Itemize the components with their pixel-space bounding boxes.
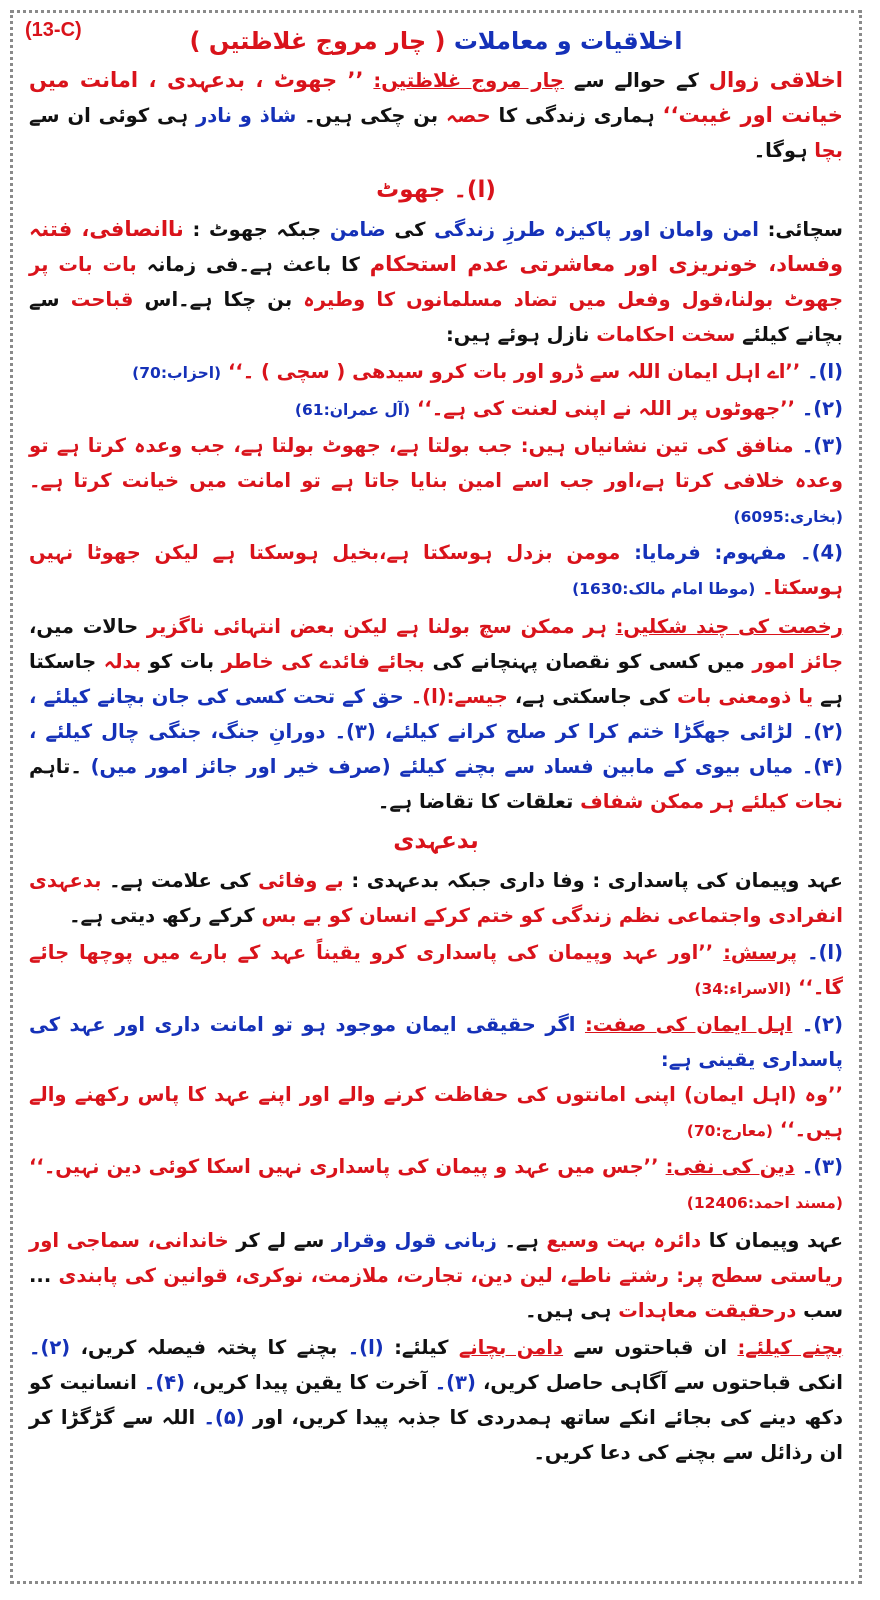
- exceptions-text: جیسے:(ا)۔: [410, 685, 508, 708]
- avoid-text: (۴)۔: [143, 1371, 186, 1394]
- exceptions-text: حق کے تحت کسی کی جان بچانے کیلئے ،: [29, 685, 404, 708]
- lying-item-4: [29, 535, 843, 607]
- intro-text: کے حوالے سے: [573, 69, 699, 92]
- item-number: (۲)۔: [801, 1013, 843, 1036]
- exceptions-text: بات کو: [148, 650, 215, 673]
- avoid-text: کیلئے:: [394, 1336, 449, 1359]
- page-title: [29, 21, 843, 61]
- avoid-text: دامن بچانے: [458, 1336, 564, 1359]
- intro-text: ’’ جھوٹ ، بدعہدی ، امانت میں خیانت اور غیبت‘‘: [29, 68, 843, 127]
- exceptions-text: حالات میں،: [29, 615, 139, 638]
- lying-paragraph: [29, 212, 843, 352]
- avoid-text: اللہ سے گڑگڑا کر ان رذائل سے بچنے کی دعا کریں۔: [29, 1406, 843, 1464]
- scope-text: سے لے کر: [236, 1229, 325, 1252]
- item-head: دین کی نفی:: [665, 1155, 795, 1178]
- breach-text: کرکے رکھ دیتی ہے۔: [69, 904, 255, 927]
- intro-text: ہوگا۔: [753, 139, 808, 162]
- section-heading-lying: (ا)۔ جھوٹ: [376, 177, 496, 203]
- avoid-text: بچنے کا پختہ فیصلہ کریں،: [80, 1336, 338, 1359]
- intro-text: ہماری زندگی کا: [498, 104, 655, 127]
- scope-text: خاندانی، سماجی اور ریاستی سطح پر:: [29, 1229, 843, 1287]
- item-text: ’’اور عہد وپیمان کی پاسداری کرو یقیناً عہد کے بارے میں پوچھا جائے گا۔‘‘: [29, 941, 843, 999]
- item-number: (ا)۔: [807, 941, 843, 964]
- avoid-text: (۲)۔: [29, 1336, 71, 1359]
- exceptions-text: نجات کیلئے ہر ممکن: [650, 790, 843, 813]
- item-number: (۳)۔: [801, 1155, 843, 1178]
- exceptions-text: (۴)۔: [801, 755, 843, 778]
- breach-text: کی علامت ہے۔: [109, 869, 251, 892]
- lying-item-3: [29, 428, 843, 535]
- item-quote: ’’وہ (اہل ایمان) اپنی امانتوں کی حفاظت کرنے والے اور اپنے عہد کا پاس رکھنے والے ہیں۔‘‘: [29, 1083, 843, 1141]
- lying-text: سخت احکامات: [596, 323, 736, 346]
- exceptions-text: بدلہ: [103, 650, 142, 673]
- avoid-text: بچنے کیلئے:: [737, 1336, 844, 1359]
- breach-text: وفا داری: [499, 869, 585, 892]
- exceptions-text: ہر ممکن سچ بولنا ہے لیکن بعض انتہائی ناگزیر: [146, 615, 607, 638]
- item-reference: (معارج:70): [686, 1122, 774, 1140]
- scope-text: درحقیقت معاہدات: [618, 1299, 797, 1322]
- breach-text: بے وفائی: [258, 869, 344, 892]
- lying-text: قباحت: [70, 288, 134, 311]
- item-text: مومن بزدل ہوسکتا ہے،بخیل ہوسکتا ہے لیکن جھوٹا نہیں ہوسکتا۔: [29, 541, 843, 599]
- item-reference: (الاسراء:34): [694, 980, 792, 998]
- lying-text: جبکہ جھوٹ :: [192, 218, 322, 241]
- breach-text: بدعہدی :: [351, 869, 440, 892]
- exceptions-text: یا ذومعنی بات: [677, 685, 814, 708]
- lying-text: ناانصافی، فتنہ وفساد، خونریزی اور معاشرتی عدم استحکام: [29, 217, 844, 276]
- breach-item-3: [29, 1149, 843, 1221]
- item-head: منافق کی تین نشانیاں ہیں:: [520, 434, 794, 457]
- lying-text: بن چکا ہے۔اس: [144, 288, 293, 311]
- item-text: ’’جس میں عہد و پیمان کی پاسداری نہیں اسکا کوئی دین نہیں۔‘‘: [29, 1155, 659, 1178]
- item-number: (4)۔: [800, 541, 844, 564]
- scope-text: ہے۔: [504, 1229, 539, 1252]
- intro-text: شاذ و نادر: [196, 104, 297, 127]
- item-reference: (بخاری:6095): [733, 508, 843, 526]
- item-reference: (مسند احمد:12406): [686, 1194, 843, 1212]
- lying-text: سے بچانے کیلئے: [29, 288, 843, 346]
- exceptions-text: جائز امور: [752, 650, 843, 673]
- exceptions-text: میں کسی کو نقصان پہنچانے کی: [432, 650, 745, 673]
- lying-item-2: [29, 391, 843, 428]
- breach-text: بدعہدی انفرادی واجتماعی نظم زندگی کو ختم کرکے انسان کو بے بس: [29, 869, 843, 927]
- breach-item-2-quote: [29, 1077, 843, 1149]
- intro-text: اخلاقی زوال: [708, 68, 843, 92]
- lying-text: سچائی:: [767, 218, 843, 241]
- exceptions-text: جاسکتا ہے: [29, 650, 843, 708]
- scope-text: ہی ہیں۔: [525, 1299, 612, 1322]
- avoid-text: (۵)۔: [203, 1406, 245, 1429]
- item-text: ’’جھوٹوں پر اللہ نے اپنی لعنت کی ہے۔‘‘: [416, 397, 796, 420]
- exceptions-text: بجائے فائدے کی خاطر: [221, 650, 425, 673]
- exceptions-text: کی جاسکتی ہے،: [514, 685, 670, 708]
- avoid-paragraph: [29, 1330, 843, 1470]
- breach-item-2: [29, 1007, 843, 1077]
- intro-text: حصہ: [445, 104, 491, 127]
- lying-text: بات بات پر جھوٹ بولنا،قول وفعل میں تضاد: [29, 253, 843, 311]
- exceptions-text: (۲)۔: [801, 720, 843, 743]
- document-page: [10, 10, 862, 1584]
- title-main: اخلاقیات و معاملات: [453, 27, 683, 55]
- lying-text: امن وامان اور پاکیزہ طرزِ زندگی: [434, 218, 759, 241]
- item-reference: (احزاب:70): [132, 364, 222, 382]
- item-head: اہل ایمان کی صفت:: [584, 1013, 793, 1036]
- scope-text: زبانی قول وقرار: [331, 1229, 497, 1252]
- breach-item-1: [29, 935, 843, 1007]
- breach-text: جبکہ: [446, 869, 492, 892]
- scope-text: ... سب: [29, 1264, 843, 1322]
- intro-paragraph: [29, 63, 843, 168]
- exceptions-paragraph: [29, 609, 843, 819]
- exceptions-text: لڑائی جھگڑا ختم کرا کر صلح کرانے کیلئے،: [384, 720, 793, 743]
- lying-text: نازل ہوئے ہیں:: [445, 323, 590, 346]
- item-text: ’’اے اہل ایمان اللہ سے ڈرو اور بات کرو سیدھی ( سچی ) ۔‘‘: [227, 360, 801, 383]
- scope-paragraph: [29, 1223, 843, 1328]
- item-number: (ا)۔: [807, 360, 843, 383]
- lying-text: مسلمانوں کا وطیرہ: [303, 288, 503, 311]
- avoid-text: (۳)۔: [434, 1371, 476, 1394]
- item-reference: (موطا امام مالک:1630): [572, 580, 756, 598]
- avoid-text: انکی قباحتوں سے آگاہی حاصل کریں،: [482, 1371, 843, 1394]
- intro-text: بچا: [814, 139, 843, 162]
- item-number: (۲)۔: [801, 397, 843, 420]
- title-sub: ( چار مروج غلاظتیں ): [189, 27, 446, 55]
- avoid-text: آخرت کا یقین پیدا کریں،: [192, 1371, 428, 1394]
- item-head: مفہوم: فرمایا:: [634, 541, 787, 564]
- avoid-text: ان قباحتوں سے: [573, 1336, 728, 1359]
- item-reference: (آل عمران:61): [294, 401, 411, 419]
- lying-text: کا باعث ہے۔فی زمانہ: [146, 253, 360, 276]
- item-head: پرسش:: [723, 941, 798, 964]
- intro-text: بن چکی ہیں۔: [304, 104, 439, 127]
- item-text: اگر حقیقی ایمان موجود ہو تو امانت داری اور عہد کی پاسداری یقینی ہے:: [29, 1013, 843, 1071]
- exceptions-text: (صرف خیر اور جائز امور میں): [90, 755, 391, 778]
- exceptions-text: رخصت کی چند شکلیں:: [615, 615, 843, 638]
- breach-text: عہد وپیمان کی پاسداری :: [592, 869, 843, 892]
- exceptions-text: شفاف: [580, 790, 644, 813]
- intro-text: ہی کوئی ان سے: [29, 104, 189, 127]
- avoid-text: انسانیت کو دکھ دینے کی بجائے انکے ساتھ ہمدردی کا جذبہ پیدا کریں،: [29, 1371, 843, 1429]
- exceptions-text: میاں بیوی کے مابین فساد سے بچنے کیلئے: [399, 755, 794, 778]
- avoid-text: (ا)۔: [347, 1336, 384, 1359]
- item-number: (۳)۔: [801, 434, 843, 457]
- scope-text: رشتے ناطے، لین دین، تجارت، ملازمت، نوکری، قوانین کی پابندی: [58, 1264, 669, 1287]
- lying-text: ضامن: [329, 218, 386, 241]
- scope-text: عہد وپیمان کا: [708, 1229, 844, 1252]
- breach-paragraph: [29, 863, 843, 933]
- intro-text: چار مروج غلاظتیں:: [373, 69, 564, 92]
- exceptions-text: (۳)۔: [334, 720, 376, 743]
- avoid-text: اور: [253, 1406, 284, 1429]
- exceptions-text: دورانِ جنگ، جنگی چال کیلئے ،: [29, 720, 326, 743]
- section-heading-breach: بدعہدی: [393, 828, 479, 854]
- lying-item-1: [29, 354, 843, 391]
- item-text: جب بولتا ہے، جھوٹ بولتا ہے، جب وعدہ کرتا ہے تو وعدہ خلافی کرتا ہے،اور جب اسے امین بنایا جاتا ہے تو امانت میں خیانت کرتا ہے۔: [29, 434, 843, 492]
- exceptions-text: تعلقات کا تقاضا ہے۔: [377, 790, 574, 813]
- lying-text: کی: [394, 218, 426, 241]
- exceptions-text: ۔تاہم: [29, 755, 82, 778]
- page-badge: (13-C): [25, 19, 82, 41]
- scope-text: دائرہ بہت وسیع: [546, 1229, 702, 1252]
